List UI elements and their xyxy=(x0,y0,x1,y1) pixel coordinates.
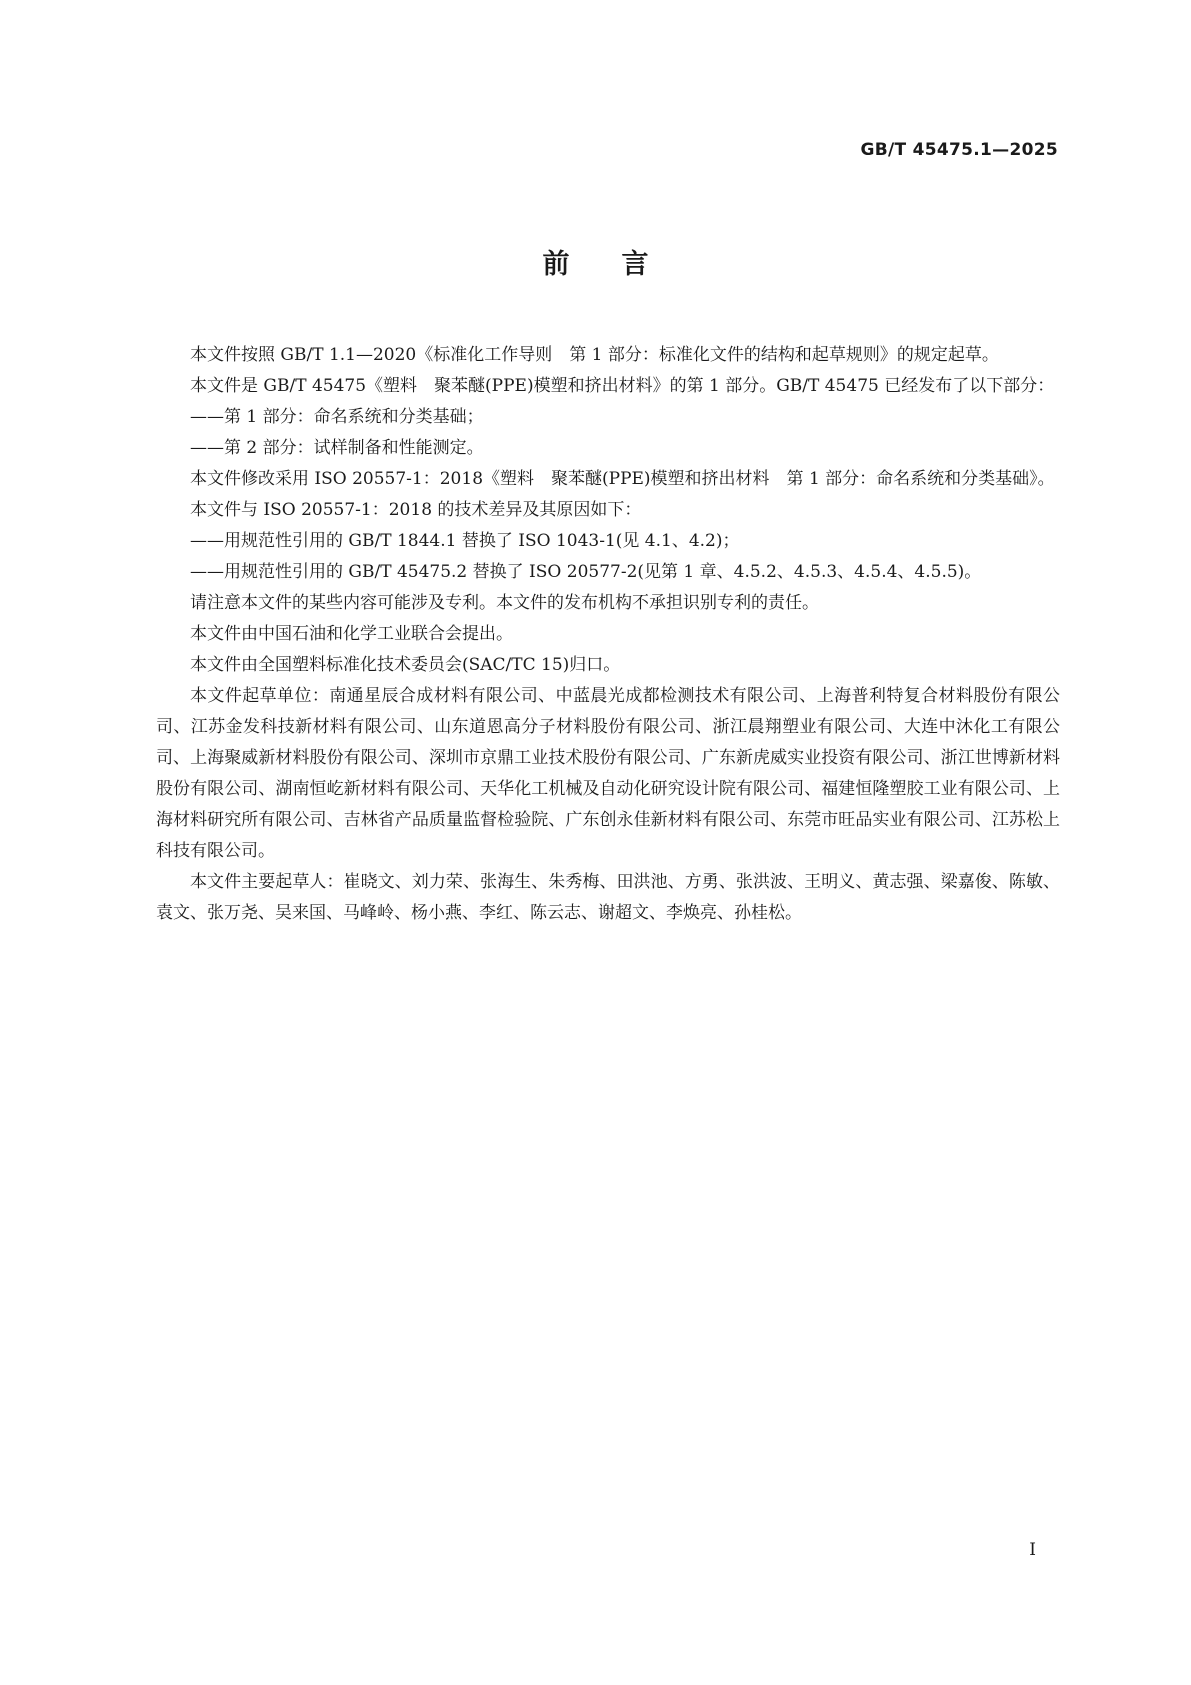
paragraph-main-drafters: 本文件主要起草人：崔晓文、刘力荣、张海生、朱秀梅、田洪池、方勇、张洪波、王明义、黄志强、梁嘉俊、陈敏、袁文、张万尧、吴来国、马峰岭、杨小燕、李红、陈云志、谢超文、李焕亮、孙桂松。 xyxy=(156,872,1060,923)
paragraph-part-of-series: 本文件是 GB/T 45475《塑料 聚苯醚(PPE)模塑和挤出材料》的第 1 部分。GB/T 45475 已经发布了以下部分： xyxy=(190,376,1055,396)
list-item-part-1: ——第 1 部分：命名系统和分类基础； xyxy=(190,407,484,427)
paragraph-patent-notice: 请注意本文件的某些内容可能涉及专利。本文件的发布机构不承担识别专利的责任。 xyxy=(190,593,819,613)
paragraph-technical-differences: 本文件与 ISO 20557-1：2018 的技术差异及其原因如下： xyxy=(190,500,642,520)
paragraph-proposed-by: 本文件由中国石油和化学工业联合会提出。 xyxy=(190,624,513,644)
list-item-part-2: ——第 2 部分：试样制备和性能测定。 xyxy=(190,438,484,458)
page-number: I xyxy=(1029,1540,1036,1560)
paragraph-drafting-rules: 本文件按照 GB/T 1.1—2020《标准化工作导则 第 1 部分：标准化文件的结构和起草规则》的规定起草。 xyxy=(190,345,999,365)
paragraph-drafting-organizations: 本文件起草单位：南通星辰合成材料有限公司、中蓝晨光成都检测技术有限公司、上海普利特复合材料股份有限公司、江苏金发科技新材料有限公司、山东道恩高分子材料股份有限公司、浙江晨翔塑业有限公司、大连中沐化工有限公司、上海聚威新材料股份有限公司、深圳市京鼎工业技术股份有限公司、广东新虎威实业投资有限公司、浙江世博新材料股份有限公司、湖南恒屹新材料有限公司、天华化工机械及自动化研究设计院有限公司、福建恒隆塑胶工业有限公司、上海材料研究所有限公司、吉林省产品质量监督检验院、广东创永佳新材料有限公司、东莞市旺品实业有限公司、江苏松上科技有限公司。 xyxy=(156,686,1060,861)
paragraph-centralized-by: 本文件由全国塑料标准化技术委员会(SAC/TC 15)归口。 xyxy=(190,655,621,675)
list-item-difference-1: ——用规范性引用的 GB/T 1844.1 替换了 ISO 1043-1(见 4.1、4.2)； xyxy=(190,531,740,551)
page-title: 前言 xyxy=(542,249,701,280)
paragraph-iso-adoption: 本文件修改采用 ISO 20557-1：2018《塑料 聚苯醚(PPE)模塑和挤出材料 第 1 部分：命名系统和分类基础》。 xyxy=(190,469,1055,489)
list-item-difference-2: ——用规范性引用的 GB/T 45475.2 替换了 ISO 20577-2(见第 1 章、4.5.2、4.5.3、4.5.4、4.5.5)。 xyxy=(190,562,982,582)
foreword-body xyxy=(156,340,1060,929)
standard-code: GB/T 45475.1—2025 xyxy=(860,140,1058,160)
